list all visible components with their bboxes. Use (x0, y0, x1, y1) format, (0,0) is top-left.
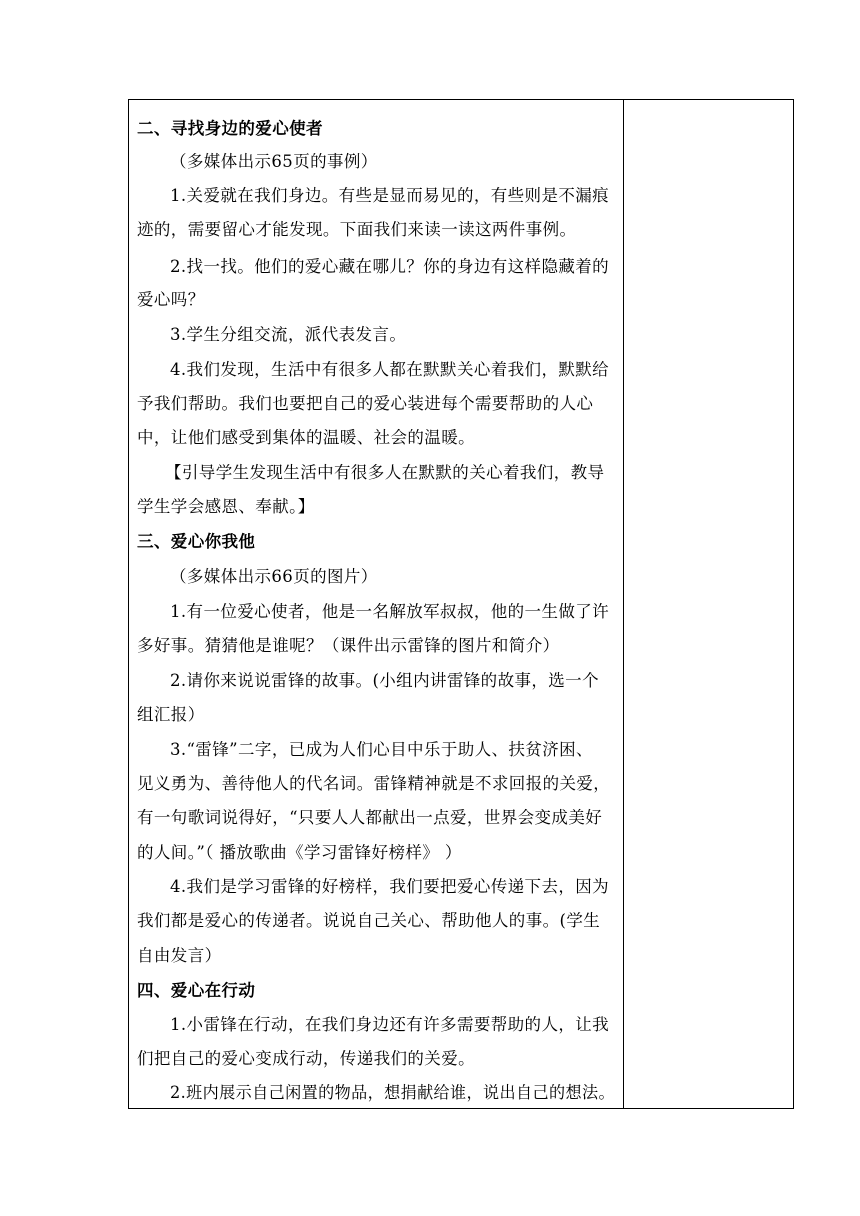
paragraph-line: 予我们帮助。我们也要把自己的爱心装进每个需要帮助的人心 (137, 394, 594, 413)
paragraph-line: 组汇报） (137, 705, 205, 724)
guidance-note: 学生学会感恩、奉献。】 (137, 497, 315, 516)
paragraph-line: 见义勇为、善待他人的代名词。雷锋精神就是不求回报的关爱， (137, 774, 611, 793)
paragraph-line: 2.找一找。他们的爱心藏在哪儿？你的身边有这样隐藏着的 (170, 257, 610, 276)
section-heading: 二、寻找身边的爱心使者 (137, 119, 323, 138)
paragraph-line: 爱心吗？ (137, 290, 205, 309)
media-note: （多媒体出示66页的图片） (170, 567, 378, 586)
paragraph-line: 2.班内展示自己闲置的物品，想捐献给谁，说出自己的想法。 (170, 1083, 616, 1102)
paragraph-line: 我们都是爱心的传递者。说说自己关心、帮助他人的事。(学生 (137, 911, 601, 930)
paragraph-line: 自由发言） (137, 946, 222, 965)
paragraph-line: 1.小雷锋在行动，在我们身边还有许多需要帮助的人，让我 (170, 1015, 610, 1034)
paragraph-line: 4.我们是学习雷锋的好榜样，我们要把爱心传递下去，因为 (170, 877, 610, 896)
guidance-note: 【引导学生发现生活中有很多人在默默的关心着我们，教导 (165, 463, 605, 482)
paragraph-line: 2.请你来说说雷锋的故事。(小组内讲雷锋的故事，选一个 (170, 671, 599, 690)
paragraph-line: 迹的，需要留心才能发现。下面我们来读一读这两件事例。 (137, 220, 577, 239)
paragraph-line: 有一句歌词说得好，“只要人人都献出一点爱，世界会变成美好 (137, 808, 603, 827)
paragraph-line: 的人间。”（ 播放歌曲《学习雷锋好榜样》 ） (137, 843, 462, 862)
paragraph-line: 1.有一位爱心使者，他是一名解放军叔叔，他的一生做了许 (170, 602, 610, 621)
paragraph-line: 3.“雷锋”二字，已成为人们心目中乐于助人、扶贫济困、 (170, 740, 593, 759)
paragraph-line: 1.关爱就在我们身边。有些是显而易见的，有些则是不漏痕 (170, 186, 610, 205)
paragraph-line: 们把自己的爱心变成行动，传递我们的关爱。 (137, 1049, 475, 1068)
paragraph-line: 3.学生分组交流，派代表发言。 (170, 325, 407, 344)
paragraph-line: 4.我们发现，生活中有很多人都在默默关心着我们，默默给 (170, 360, 610, 379)
media-note: （多媒体出示65页的事例） (170, 152, 378, 171)
paragraph-line: 多好事。猜猜他是谁呢？（课件出示雷锋的图片和简介） (137, 636, 560, 655)
lesson-table (128, 99, 794, 1109)
paragraph-line: 中，让他们感受到集体的温暖、社会的温暖。 (137, 428, 475, 447)
section-heading: 四、爱心在行动 (137, 981, 256, 1000)
notes-cell (624, 100, 793, 1108)
section-heading: 三、爱心你我他 (137, 532, 256, 551)
